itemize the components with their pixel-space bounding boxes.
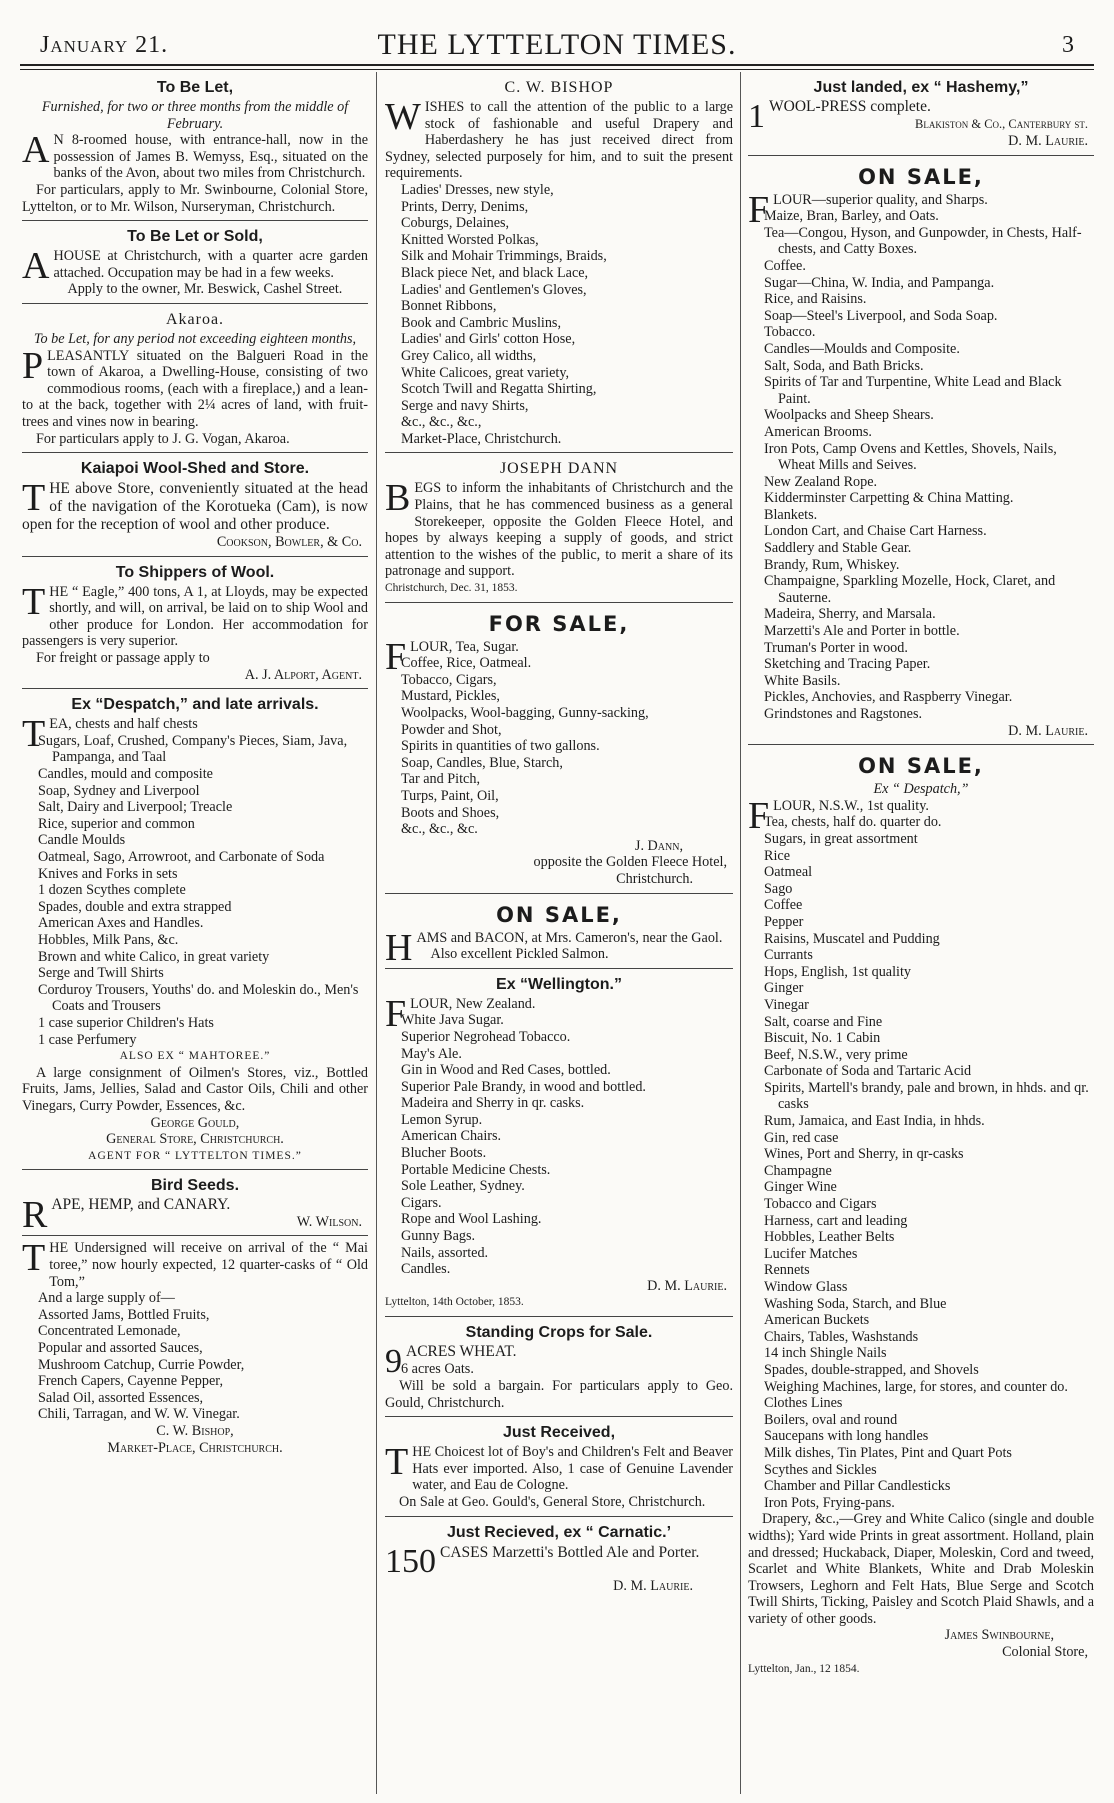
list-item: Hobbles, Milk Pans, &c.: [38, 931, 179, 948]
ad-subtitle: To be Let, for any period not exceeding eighteen months,: [33, 330, 357, 347]
list-item: Marzetti's Ale and Porter in bottle.: [764, 623, 960, 640]
drop-cap: F: [385, 635, 407, 678]
ad-for-sale: [385, 603, 733, 894]
ad-body: EGS to inform the inhabitants of Christchurch and the Plains, that he has commenced business as a general Storekeeper, opposite the Golden Fleece Hotel, and hopes by always keeping a supply of goods, and strict attention to the wishes of the public, to merit a share of its patronage and support.: [385, 480, 733, 580]
list-item: New Zealand Rope.: [764, 473, 878, 490]
ad-date: Lyttelton, Jan., 12 1854.: [748, 1662, 860, 1675]
list-item: Sole Leather, Sydney.: [401, 1178, 525, 1195]
newspaper-title: THE LYTTELTON TIMES.: [377, 28, 737, 61]
list-item: Chili, Tarragan, and W. W. Vinegar.: [38, 1406, 240, 1423]
list-item: Sugars, in great assortment: [764, 830, 918, 847]
list-item: Knives and Forks in sets: [38, 865, 178, 882]
list-item: Woolpacks and Sheep Shears.: [764, 407, 934, 424]
list-item: Maize, Bran, Barley, and Oats.: [764, 208, 939, 225]
goods-list: [385, 655, 733, 838]
list-item: Hobbles, Leather Belts: [764, 1229, 895, 1246]
ad-on-sale-swinbourne: [748, 745, 1094, 1682]
list-item: Ladies' and Gentlemen's Gloves,: [401, 281, 587, 298]
list-item: Rice, and Raisins.: [764, 291, 867, 308]
list-item: Coffee.: [764, 257, 806, 274]
ad-signature: W. Wilson.: [296, 1213, 362, 1230]
drop-cap: R: [22, 1194, 48, 1237]
list-item: Ginger Wine: [764, 1179, 837, 1196]
list-item: Superior Pale Brandy, in wood and bottled.: [401, 1078, 646, 1095]
list-item: American Axes and Handles.: [38, 915, 204, 932]
ad-bird-seeds: [22, 1170, 368, 1236]
ad-shippers-of-wool: [22, 557, 368, 690]
list-item: Oatmeal: [764, 864, 813, 881]
ad-body: For particulars apply to J. G. Vogan, Akaroa.: [36, 430, 290, 447]
list-item: Raisins, Muscatel and Pudding: [764, 930, 940, 947]
ad-body: HE “ Eagle,” 400 tons, A 1, at Lloyds, may be expected shortly, and will, on arrival, be laid on to ship Wool and other produce for London. Her accommodation for passengers is very superior.: [22, 583, 368, 650]
list-item: Candle Moulds: [38, 832, 126, 849]
list-item: Carbonate of Soda and Tartaric Acid: [764, 1063, 972, 1080]
list-item: Biscuit, No. 1 Cabin: [764, 1030, 881, 1047]
goods-list: [748, 814, 1094, 1511]
list-item: Candles, mould and composite: [38, 766, 213, 783]
list-item: Coffee: [764, 897, 803, 914]
list-item: Tobacco and Cigars: [764, 1196, 877, 1213]
list-item: Tea—Congou, Hyson, and Gunpowder, in Chests, Half-chests, and Catty Boxes.: [764, 224, 1082, 258]
list-item: Scotch Twill and Regatta Shirting,: [401, 381, 597, 398]
list-item: Brown and white Calico, in great variety: [38, 948, 270, 965]
ad-ex-carnatic: [385, 1517, 733, 1600]
list-item: Saddlery and Stable Gear.: [764, 540, 912, 557]
list-item: Spades, double-strapped, and Shovels: [764, 1361, 979, 1378]
list-item: Powder and Shot,: [401, 721, 502, 738]
list-item: Salt, Dairy and Liverpool; Treacle: [38, 799, 233, 816]
list-item: Iron Pots, Frying-pans.: [764, 1494, 895, 1511]
ad-to-be-let: [22, 72, 368, 221]
list-item: 1 case superior Children's Hats: [38, 1014, 214, 1031]
ad-heading: To Be Let,: [156, 79, 234, 96]
column-1: [22, 72, 368, 1794]
list-item: Sugar—China, W. India, and Pampanga.: [764, 274, 995, 291]
list-item: Champagne: [764, 1162, 832, 1179]
list-item: Grindstones and Ragstones.: [764, 706, 923, 722]
ad-just-received: [385, 1417, 733, 1516]
list-item: Cigars.: [401, 1194, 442, 1211]
ad-body: WOOL-PRESS complete.: [769, 98, 931, 115]
ad-first-line: ACRES WHEAT.: [406, 1343, 517, 1360]
list-item: Concentrated Lemonade,: [38, 1323, 181, 1340]
list-item: London Cart, and Chaise Cart Harness.: [764, 523, 987, 540]
ad-signature: Cookson, Bowler, & Co.: [216, 534, 362, 551]
ad-heading: Just landed, ex “ Hashemy,”: [813, 79, 1029, 96]
ad-subtitle: Ex “ Despatch,”: [873, 781, 969, 798]
list-item: Rice, superior and common: [38, 815, 195, 832]
list-item: Bonnet Ribbons,: [401, 298, 497, 315]
masthead-rule: [20, 64, 1094, 70]
list-item: &c., &c., &c.,: [401, 414, 482, 431]
list-item: Truman's Porter in wood.: [764, 639, 908, 656]
list-item: Rope and Wool Lashing.: [401, 1211, 542, 1228]
ad-body: LEASANTLY situated on the Balgueri Road in the town of Akaroa, a Dwelling-House, consisting of two commodious rooms, (each with a fireplace,) and a lean-to at the back, together with 2¼ acres of land, with fruit-trees and vines now in bearing.: [22, 347, 368, 430]
column-divider: [740, 72, 741, 1794]
list-item: Assorted Jams, Bottled Fruits,: [38, 1306, 210, 1323]
list-item: French Capers, Cayenne Pepper,: [38, 1373, 223, 1390]
list-item: Salt, Soda, and Bath Bricks.: [764, 357, 924, 374]
ad-body: On Sale at Geo. Gould's, General Store, Christchurch.: [399, 1493, 706, 1510]
list-item: Scythes and Sickles: [764, 1461, 877, 1478]
list-item: Soap, Sydney and Liverpool: [38, 782, 200, 799]
ad-heading: Akaroa.: [165, 310, 225, 328]
list-item: Coffee, Rice, Oatmeal.: [401, 655, 532, 672]
list-item: Serge and navy Shirts,: [401, 397, 529, 414]
ad-standing-crops: [385, 1317, 733, 1417]
list-item: Tobacco.: [764, 324, 816, 341]
drop-cap: A: [22, 129, 50, 172]
ad-body: HE above Store, conveniently situated at the head of the navigation of the Korotueka (Cam), is now open for the reception of wool and other produce.: [22, 480, 368, 534]
ad-first-line: LOUR, Tea, Sugar.: [410, 638, 519, 655]
list-item: Pepper: [764, 913, 804, 930]
list-item: Serge and Twill Shirts: [38, 965, 164, 982]
ad-body: HE Undersigned will receive on arrival of the “ Mai toree,” now hourly expected, 12 quarter-casks of “ Old Tom,”: [49, 1240, 368, 1290]
ad-body: Will be sold a bargain. For particulars apply to Geo. Gould, Christchurch.: [385, 1378, 733, 1411]
list-item: Ladies' Dresses, new style,: [401, 181, 554, 198]
list-item: Rennets: [764, 1262, 810, 1279]
column-2: [385, 72, 733, 1794]
ad-body: APE, HEMP, and CANARY.: [51, 1196, 231, 1214]
ad-signature: A. J. Alport, Agent.: [244, 666, 362, 683]
list-item: Portable Medicine Chests.: [401, 1161, 551, 1178]
drop-cap: F: [385, 992, 407, 1035]
list-item: Silk and Mohair Trimmings, Braids,: [401, 248, 607, 265]
list-item: Blucher Boots.: [401, 1145, 487, 1162]
ad-on-sale-laurie: [748, 156, 1094, 746]
list-item: Lemon Syrup.: [401, 1111, 483, 1128]
list-item: Superior Negrohead Tobacco.: [401, 1028, 571, 1045]
ad-signature-town: Christchurch.: [616, 870, 693, 887]
drop-cap: 9: [385, 1343, 402, 1380]
list-item: Oatmeal, Sago, Arrowroot, and Carbonate of Soda: [38, 849, 325, 865]
ad-body: For particulars, apply to Mr. Swinbourne, Colonial Store, Lyttelton, or to Mr. Wilson, Nurseryman, Christchurch.: [22, 181, 368, 215]
ad-signature: D. M. Laurie.: [1008, 722, 1088, 739]
ad-signature-address: Market-Place, Christchurch.: [107, 1439, 283, 1456]
list-item: Currants: [764, 947, 813, 964]
list-item: Turps, Paint, Oil,: [401, 787, 499, 804]
list-item: Popular and assorted Sauces,: [38, 1340, 203, 1357]
column-divider: [376, 72, 377, 1794]
drop-cap: P: [22, 344, 44, 387]
ad-heading: Standing Crops for Sale.: [465, 1324, 653, 1341]
list-item: Coburgs, Delaines,: [401, 215, 510, 232]
list-item: Boots and Shoes,: [401, 804, 500, 821]
list-item: Mushroom Catchup, Currie Powder,: [38, 1356, 245, 1373]
ad-signature-address: Colonial Store,: [1002, 1644, 1088, 1661]
list-item: Gin in Wood and Red Cases, bottled.: [401, 1062, 611, 1079]
ad-signature: James Swinbourne,: [944, 1627, 1054, 1644]
list-item: Ginger: [764, 980, 804, 997]
ad-first-line: EA, chests and half chests: [49, 716, 198, 733]
list-item: Clothes Lines: [764, 1395, 843, 1412]
ad-let-or-sold: [22, 221, 368, 304]
list-item: 1 dozen Scythes complete: [38, 882, 186, 899]
goods-list: [385, 182, 733, 448]
list-item: Corduroy Trousers, Youths' do. and Moleskin do., Men's Coats and Trousers: [38, 981, 359, 1015]
list-item: Beef, N.S.W., very prime: [764, 1046, 908, 1063]
drop-cap: T: [385, 1441, 409, 1484]
drop-cap: 1: [748, 98, 765, 135]
list-item: Madeira, Sherry, and Marsala.: [764, 606, 936, 623]
list-item: Candles.: [401, 1261, 451, 1278]
list-item: Weighing Machines, large, for stores, and counter do.: [764, 1378, 1068, 1395]
ad-subtitle: Furnished, for two or three months from the middle of February.: [41, 99, 349, 132]
list-item: American Chairs.: [401, 1128, 502, 1145]
ad-heading: Ex “Despatch,” and late arrivals.: [71, 696, 319, 714]
list-item: Iron Pots, Camp Ovens and Kettles, Shovels, Nails, Wheat Mills and Seives.: [764, 440, 1057, 474]
ad-first-line: LOUR, N.S.W., 1st quality.: [773, 797, 929, 814]
list-item: Candles—Moulds and Composite.: [764, 340, 960, 357]
ad-signature: C. W. Bishop,: [156, 1423, 234, 1439]
ad-body: ISHES to call the attention of the public to a large stock of fashionable and useful Drapery and Haberdashery he has just received direct from Sydney, selected purposely for him, and to suit the present requirements.: [385, 99, 733, 182]
list-item: Champaigne, Sparkling Mozelle, Hock, Claret, and Sauterne.: [764, 573, 1056, 606]
list-item: 6 acres Oats.: [401, 1360, 474, 1377]
list-item: Hops, English, 1st quality: [764, 963, 912, 980]
ad-body: HE Choicest lot of Boy's and Children's Felt and Beaver Hats ever imported. Also, 1 case of Genuine Lavender water, and Eau de Cologne.: [412, 1444, 733, 1494]
list-item: Kidderminster Carpetting & China Matting.: [764, 490, 1014, 507]
drop-cap: F: [748, 188, 770, 231]
ad-old-tom: [22, 1236, 368, 1461]
list-item: White Basils.: [764, 672, 841, 689]
list-item: Rice: [764, 847, 790, 864]
list-item: White Java Sugar.: [401, 1012, 504, 1029]
ad-first-line: LOUR—superior quality, and Sharps.: [773, 191, 988, 208]
drop-cap: B: [385, 477, 411, 520]
ad-signature-address: General Store, Christchurch.: [106, 1131, 284, 1148]
goods-list: [22, 733, 368, 1048]
ad-heading: ON SALE,: [858, 754, 984, 779]
drop-cap: T: [22, 477, 46, 520]
list-item: Soap, Candles, Blue, Starch,: [401, 754, 563, 771]
list-item: Saucepans with long handles: [764, 1428, 929, 1445]
list-item: Window Glass: [764, 1279, 848, 1295]
ad-body: Also excellent Pickled Salmon.: [430, 946, 609, 963]
list-item: Ladies' and Girls' cotton Hose,: [401, 331, 576, 348]
ad-hams-bacon: [385, 894, 733, 969]
ad-signature: D. M. Laurie.: [613, 1577, 693, 1594]
ad-first-line: LOUR, New Zealand.: [410, 995, 536, 1012]
list-item: Salt, coarse and Fine: [764, 1013, 883, 1030]
drop-cap: F: [748, 794, 770, 837]
list-item: Nails, assorted.: [401, 1244, 489, 1261]
list-item: Chairs, Tables, Washstands: [764, 1328, 919, 1345]
ad-date: Lyttelton, 14th October, 1853.: [385, 1296, 524, 1309]
ad-heading: To Shippers of Wool.: [115, 563, 275, 581]
list-item: Grey Calico, all widths,: [401, 347, 537, 364]
list-item: Boilers, oval and round: [764, 1411, 898, 1428]
ad-body: Apply to the owner, Mr. Beswick, Cashel Street.: [67, 281, 343, 298]
ad-signature: D. M. Laurie.: [1008, 133, 1088, 149]
ad-heading: FOR SALE,: [488, 611, 630, 636]
ad-joseph-dann: [385, 453, 733, 602]
ad-date: Christchurch, Dec. 31, 1853.: [385, 582, 518, 595]
ad-kaiapoi-wool-shed: [22, 453, 368, 557]
list-item: Book and Cambric Muslins,: [401, 314, 561, 331]
ad-signature: J. Dann,: [634, 837, 683, 854]
list-item: Sugars, Loaf, Crushed, Company's Pieces, Siam, Java, Pampanga, and Taal: [38, 732, 348, 766]
list-item: Madeira and Sherry in qr. casks.: [401, 1095, 585, 1112]
issue-date: January 21.: [40, 32, 169, 58]
list-item: Brandy, Rum, Whiskey.: [764, 556, 900, 573]
list-item: Mustard, Pickles,: [401, 688, 500, 705]
list-item: White Calicoes, great variety,: [401, 364, 570, 381]
ad-heading: Kaiapoi Wool-Shed and Store.: [80, 460, 310, 478]
list-item: May's Ale.: [401, 1045, 462, 1062]
list-item: Tea, chests, half do. quarter do.: [764, 814, 942, 831]
page-number: 3: [1062, 32, 1074, 58]
column-3: [748, 72, 1094, 1794]
ad-agent-line: AGENT FOR “ LYTTELTON TIMES.”: [88, 1149, 302, 1162]
ad-also-line: ALSO EX “ MAHTOREE.”: [119, 1050, 271, 1063]
list-item: Spirits, Martell's brandy, pale and brown, in hhds. and qr. casks: [764, 1079, 1089, 1113]
list-item: Rum, Jamaica, and East India, in hhds.: [764, 1113, 985, 1130]
list-item: Spades, double and extra strapped: [38, 898, 232, 915]
ad-heading: JOSEPH DANN: [499, 460, 619, 478]
ad-ex-despatch-arrivals: [22, 689, 368, 1170]
drop-cap: T: [22, 713, 46, 756]
list-item: Harness, cart and leading: [764, 1212, 908, 1229]
ad-signature-address: opposite the Golden Fleece Hotel,: [533, 854, 727, 871]
drop-cap: T: [22, 580, 46, 623]
list-item: Market-Place, Christchurch.: [401, 430, 562, 447]
list-item: And a large supply of—: [38, 1290, 175, 1307]
ad-heading: ON SALE,: [858, 164, 984, 189]
list-item: &c., &c., &c.: [401, 821, 478, 838]
list-item: Prints, Derry, Denims,: [401, 198, 529, 215]
masthead: [30, 28, 1084, 61]
list-item: Tobacco, Cigars,: [401, 671, 497, 688]
drop-cap: W: [385, 96, 421, 138]
list-item: Washing Soda, Starch, and Blue: [764, 1295, 947, 1312]
list-item: American Brooms.: [764, 423, 872, 440]
list-item: Milk dishes, Tin Plates, Pint and Quart Pots: [764, 1444, 1012, 1461]
list-item: Woolpacks, Wool-bagging, Gunny-sacking,: [401, 705, 649, 721]
ad-signature: D. M. Laurie.: [647, 1277, 727, 1294]
ad-body: AMS and BACON, at Mrs. Cameron's, near the Gaol.: [416, 929, 723, 946]
list-item: Gin, red case: [764, 1129, 839, 1146]
list-item: 14 inch Shingle Nails: [764, 1345, 887, 1362]
list-item: Blankets.: [764, 506, 818, 523]
list-item: Vinegar: [764, 996, 809, 1013]
ad-heading: C. W. BISHOP: [504, 79, 614, 96]
ad-heading: To Be Let or Sold,: [127, 228, 263, 246]
list-item: Black piece Net, and black Lace,: [401, 264, 589, 281]
ad-body: N 8-roomed house, with entrance-hall, now in the possession of James B. Wemyss, Esq., situated on the banks of the Avon, about two miles from Christchurch.: [53, 132, 368, 182]
ad-signature: George Gould,: [150, 1114, 240, 1131]
list-item: Sketching and Tracing Paper.: [764, 656, 931, 673]
drop-cap: T: [22, 1237, 46, 1280]
goods-list: [385, 1012, 733, 1278]
ad-ex-wellington: [385, 969, 733, 1317]
list-item: Tar and Pitch,: [401, 771, 480, 788]
list-item: Salad Oil, assorted Essences,: [38, 1389, 204, 1406]
list-item: Knitted Worsted Polkas,: [401, 231, 539, 248]
ad-akaroa: [22, 304, 368, 453]
list-item: Sago: [764, 880, 793, 897]
list-item: American Buckets: [764, 1312, 870, 1329]
ad-agent-line: Blakiston & Co., Canterbury st.: [915, 116, 1088, 131]
ad-heading: Ex “Wellington.”: [496, 975, 622, 993]
drop-cap: H: [385, 926, 413, 969]
drop-cap: 150: [385, 1542, 436, 1580]
list-item: 1 case Perfumery: [38, 1031, 137, 1048]
list-item: Lucifer Matches: [764, 1245, 858, 1262]
list-item: Soap—Steel's Liverpool, and Soda Soap.: [764, 307, 998, 324]
ad-wool-press: [748, 72, 1094, 156]
goods-list: [748, 208, 1094, 722]
list-item: Pickles, Anchovies, and Raspberry Vinegar.: [764, 689, 1013, 706]
ad-body: Drapery, &c.,—Grey and White Calico (single and double widths); Yard wide Prints in great assortment. Holland, plain and dressed; Huckaback, Diaper, Moleskin, Cord and tweed, Scarlet and White Blankets, White and Drab Moleskin Trowsers, Leghorn and Felt Hats, Blue Serge and Scotch Twill Shirts, Ticking, Paisley and Scotch Plaid Shawls, and a variety of other goods.: [748, 1511, 1094, 1627]
drop-cap: A: [22, 245, 50, 288]
list-item: Wines, Port and Sherry, in qr-casks: [764, 1146, 964, 1163]
ad-heading: ON SALE,: [496, 902, 622, 927]
ad-heading: Just Received,: [502, 1424, 616, 1442]
list-item: Gunny Bags.: [401, 1228, 476, 1245]
ad-body: HOUSE at Christchurch, with a quarter acre garden attached. Occupation may be had in a few weeks.: [53, 248, 368, 281]
list-item: Spirits of Tar and Turpentine, White Lead and Black Paint.: [764, 374, 1062, 407]
list-item: Spirits in quantities of two gallons.: [401, 738, 600, 755]
ad-body: A large consignment of Oilmen's Stores, viz., Bottled Fruits, Jams, Jellies, Salad and Castor Oils, Chili and other Vinegars, Curry Powder, Essences, &c.: [22, 1064, 368, 1114]
ad-body: For freight or passage apply to: [36, 650, 210, 667]
ad-body: CASES Marzetti's Bottled Ale and Porter.: [440, 1543, 700, 1561]
goods-list: [385, 1361, 733, 1378]
ad-cw-bishop: [385, 72, 733, 453]
ad-heading: Bird Seeds.: [150, 1177, 240, 1195]
goods-list: [22, 1290, 368, 1423]
list-item: Chamber and Pillar Candlesticks: [764, 1478, 951, 1495]
ad-heading: Just Recieved, ex “ Carnatic.’: [446, 1523, 672, 1541]
